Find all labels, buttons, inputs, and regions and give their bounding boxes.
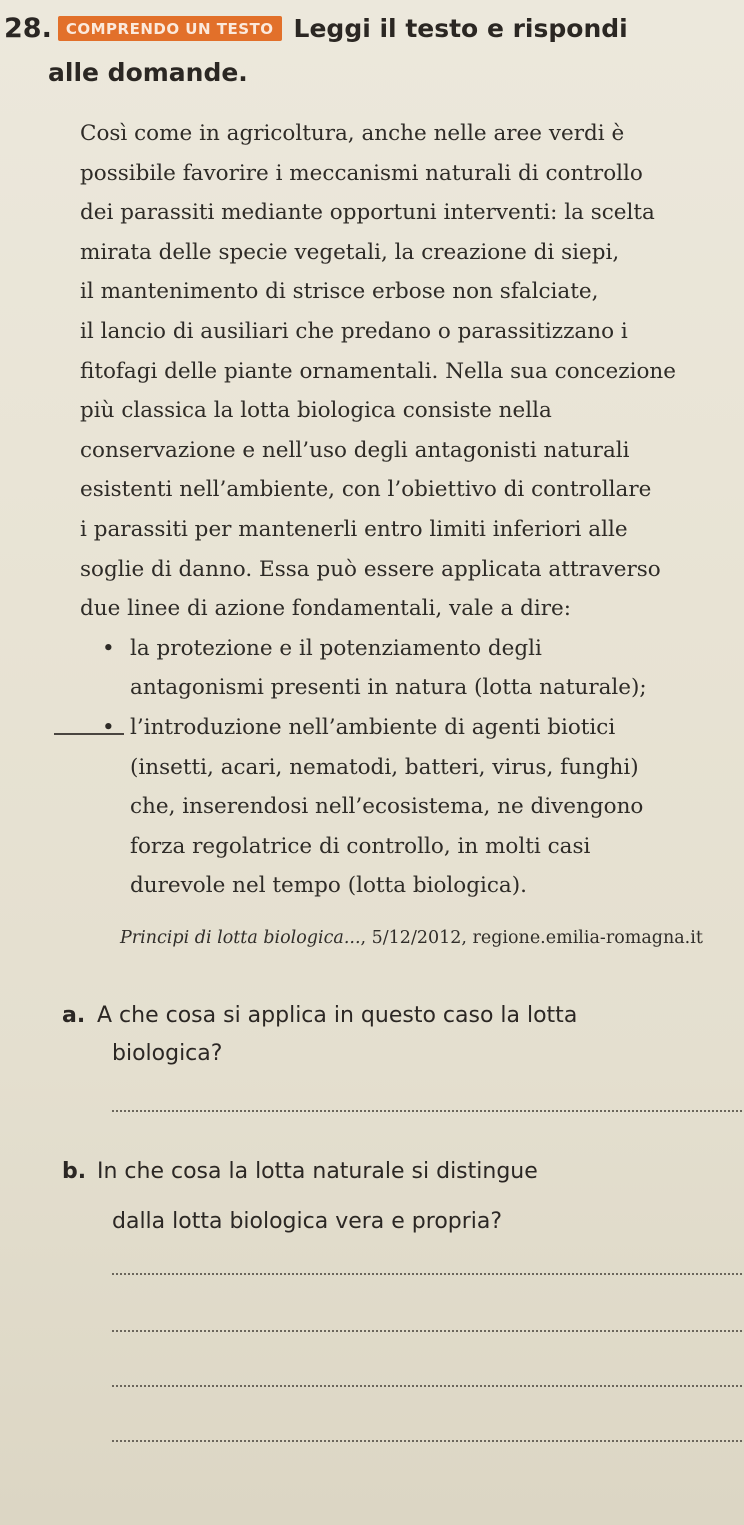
bullet-text: che, inserendosi nell’ecosistema, ne divengono [130, 794, 644, 820]
answer-line[interactable] [112, 1110, 742, 1112]
answer-line[interactable] [112, 1385, 742, 1387]
passage-line: soglie di danno. Essa può essere applicata attraverso [80, 556, 661, 582]
bullet-point-icon: • [102, 714, 115, 740]
question-text: In che cosa la lotta naturale si distingue [97, 1159, 538, 1184]
bullet-text: la protezione e il potenziamento degli [130, 635, 542, 661]
bullet-text: (insetti, acari, nematodi, batteri, virus, funghi) [130, 754, 639, 780]
question-b-continued [112, 1200, 502, 1244]
passage-line: mirata delle specie vegetali, la creazione di siepi, [80, 239, 620, 265]
bullet-text: antagonismi presenti in natura (lotta naturale); [130, 675, 647, 701]
passage-line: possibile favorire i meccanismi naturali di controllo [80, 160, 643, 186]
bullet-item [80, 708, 744, 748]
passage-line: il mantenimento di strisce erbose non sfalciate, [80, 279, 599, 305]
passage-line: due linee di azione fondamentali, vale a dire: [80, 596, 571, 622]
question-letter: a. [62, 1003, 86, 1028]
question-a-continued [112, 1032, 222, 1076]
exercise-number: 28. [4, 12, 52, 44]
bullet-text: l’introduzione nell’ambiente di agenti biotici [130, 714, 616, 740]
exercise-badge: COMPRENDO UN TESTO [58, 16, 282, 41]
passage-line: il lancio di ausiliari che predano o parassitizzano i [80, 318, 628, 344]
answer-line[interactable] [112, 1330, 742, 1332]
passage-line: esistenti nell’ambiente, con l’obiettivo di controllare [80, 477, 652, 503]
passage-line: dei parassiti mediante opportuni interventi: la scelta [80, 200, 655, 226]
bullet-point-icon: • [102, 635, 115, 661]
source-details: , 5/12/2012, regione.emilia-romagna.it [360, 928, 703, 948]
exercise-header [4, 8, 744, 48]
question-b [62, 1150, 538, 1194]
passage-line: più classica la lotta biologica consiste nella [80, 398, 552, 424]
question-text: biologica? [112, 1041, 223, 1066]
exercise-instruction-continued: alle domande. [48, 58, 248, 87]
answer-line[interactable] [112, 1273, 742, 1275]
source-citation [120, 928, 703, 948]
pencil-mark [54, 733, 124, 735]
exercise-instruction: Leggi il testo e rispondi [293, 13, 628, 43]
source-title: Principi di lotta biologica... [120, 928, 361, 948]
question-letter: b. [62, 1159, 87, 1184]
bullet-text: durevole nel tempo (lotta biologica). [130, 873, 527, 899]
bullet-text: forza regolatrice di controllo, in molti casi [130, 833, 591, 859]
reading-passage [80, 114, 744, 906]
question-text: A che cosa si applica in questo caso la lotta [97, 1003, 578, 1028]
answer-line[interactable] [112, 1440, 742, 1442]
passage-line: Così come in agricoltura, anche nelle aree verdi è [80, 121, 625, 146]
passage-line: conservazione e nell’uso degli antagonisti naturali [80, 437, 630, 463]
bullet-item [80, 629, 744, 669]
passage-line: fitofagi delle piante ornamentali. Nella sua concezione [80, 358, 676, 384]
question-text: dalla lotta biologica vera e propria? [112, 1209, 503, 1234]
passage-line: i parassiti per mantenerli entro limiti inferiori alle [80, 516, 628, 542]
